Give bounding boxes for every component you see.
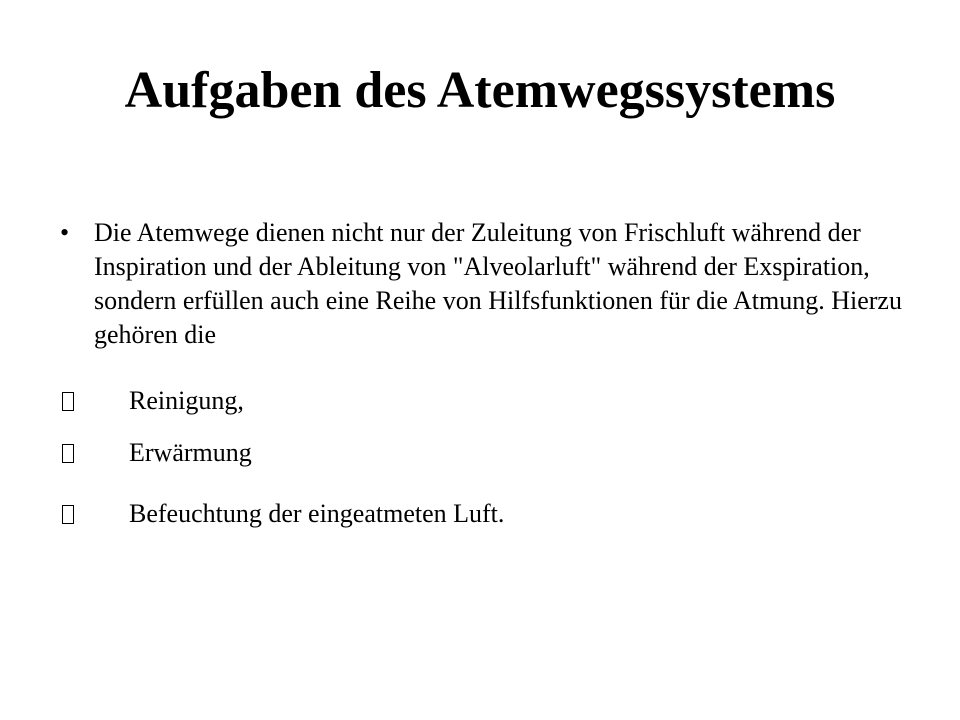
- slide-body: [60, 216, 920, 352]
- list-item-erwaermung: [62, 436, 252, 470]
- list-item-label: Reinigung,: [129, 386, 244, 415]
- missing-glyph-box-icon: [62, 505, 74, 524]
- list-item-label: Erwärmung: [129, 438, 252, 467]
- list-item-befeuchtung: [62, 497, 504, 531]
- missing-glyph-box-icon: [62, 444, 74, 463]
- missing-glyph-box-icon: [62, 392, 74, 411]
- list-item-reinigung: [62, 384, 244, 418]
- bullet-paragraph: [60, 216, 920, 352]
- bullet-dot-icon: •: [60, 218, 70, 247]
- slide-title: Aufgaben des Atemwegssystems: [124, 62, 836, 119]
- list-item-label: Befeuchtung der eingeatmeten Luft.: [129, 499, 505, 528]
- paragraph-text: Die Atemwege dienen nicht nur der Zuleitung von Frischluft während der Inspiration und der Ableitung von "Alveolarluft" während der Exspiration, sondern erfüllen auch eine Reihe von Hilfsfunktionen für die Atmung. Hierzu gehören die: [94, 218, 902, 349]
